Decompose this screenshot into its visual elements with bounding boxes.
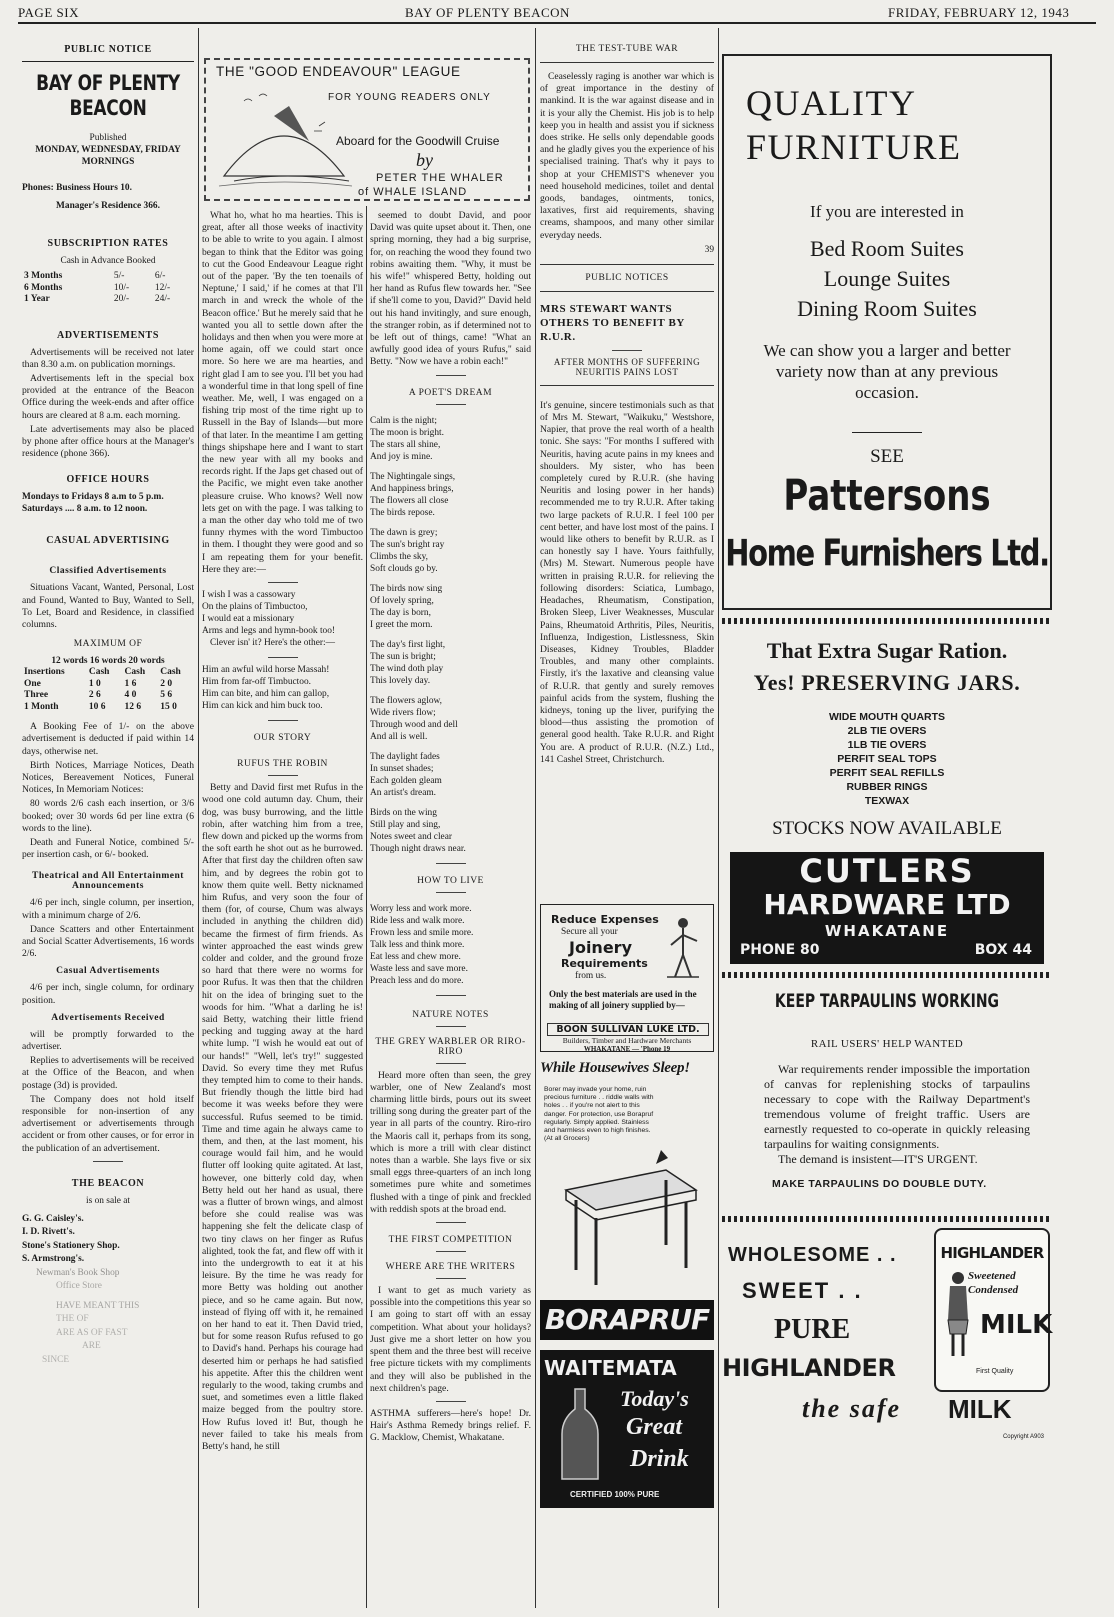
test-tube-heading: THE TEST-TUBE WAR [575, 44, 679, 54]
milk-brand: HIGHLANDER [722, 1354, 896, 1382]
casual-rates-table [22, 667, 194, 713]
column-league-text-cont [370, 210, 531, 1608]
list-item: THE OF [56, 1314, 89, 1325]
col-header: Insertions [24, 667, 65, 678]
rhyme-horse [202, 664, 363, 712]
milk-advert [722, 1228, 1052, 1468]
how-to-live-list [370, 903, 531, 987]
joinery-phone: WHAKATANE — 'Phone 19 [583, 1045, 671, 1053]
col-header: Cash [124, 667, 146, 678]
list-item: I. D. Rivett's. [22, 1227, 75, 1238]
insertions: One [24, 678, 41, 689]
insertions: 1 Month [24, 701, 59, 712]
poem-line: The wind doth play [370, 663, 444, 674]
competition-title: WHERE ARE THE WRITERS [385, 1262, 516, 1273]
casual2-rate: 4/6 per inch, single column, for ordinary position. [22, 982, 194, 1006]
casual-advertising-heading: CASUAL ADVERTISING [46, 535, 170, 547]
cutlers-name: CUTLERS [799, 852, 975, 890]
nature-notes-heading: NATURE NOTES [412, 1009, 489, 1020]
list-item: Eat less and chew more. [370, 951, 461, 962]
divider [722, 1216, 1052, 1222]
bottle-icon [550, 1384, 610, 1484]
joinery-text: Only the best materials are used in the making of all joinery supplied by— [549, 989, 697, 1010]
poem-line: Still play and sing, [370, 819, 441, 830]
milk-pure: PURE [774, 1314, 851, 1345]
column-league-text [202, 210, 363, 1608]
poem-line: The birds now sing [370, 583, 443, 594]
divider [540, 291, 714, 292]
list-item: Ride less and walk more. [370, 915, 465, 926]
sellers-list [22, 1213, 194, 1368]
divider [852, 432, 922, 433]
list-item: Newman's Book Shop [36, 1267, 120, 1278]
list-item: 2LB TIE OVERS [847, 725, 927, 737]
poem-stanza [370, 695, 531, 743]
furniture-interest: If you are interested in [810, 202, 964, 221]
divider [612, 350, 642, 351]
asthma-notice: ASTHMA sufferers—here's hope! Dr. Hair's Asthma Remedy brings relief. F. G. Macklow, Chemist, Whakatane. [370, 1407, 531, 1444]
divider [93, 1161, 123, 1162]
rhyme-line: Him can bite, and him can gallop, [202, 689, 330, 700]
waitemata-drink: Drink [630, 1446, 689, 1472]
divider [722, 618, 1052, 624]
adv-late: Late advertisements may also be placed by phone after office hours at the Manager's residence (phone 366). [22, 423, 194, 460]
divider [22, 61, 194, 62]
tarpaulin-headline: KEEP TARPAULINS WORKING [774, 991, 1000, 1013]
list-item: Worry less and work more. [370, 903, 472, 914]
poem-line: Soft clouds go by. [370, 563, 438, 574]
list-item: G. G. Caisley's. [22, 1213, 84, 1224]
rate: 10 6 [88, 701, 106, 712]
rate: 12 6 [124, 701, 142, 712]
poem-stanza [370, 471, 531, 519]
borapruf-headline: While Housewives Sleep! [540, 1060, 690, 1076]
period: 3 Months [24, 271, 63, 281]
waitemata-advert [540, 1350, 714, 1508]
waitemata-brand: WAITEMATA [544, 1356, 677, 1380]
rhyme-line: On the plains of Timbuctoo, [202, 602, 308, 613]
rate: 4 0 [124, 690, 137, 701]
column-rule [535, 28, 536, 1608]
poem-line: The day is born, [370, 607, 431, 618]
column-rule [198, 28, 199, 1608]
poem-line: This lovely day. [370, 675, 431, 686]
divider [436, 1251, 466, 1252]
list-item: Frown less and smile more. [370, 927, 474, 938]
cash-rate: 20/- [113, 294, 130, 304]
list-item: HAVE MEANT THIS [56, 1300, 140, 1311]
joinery-from: from us. [575, 971, 607, 981]
waitemata-great: Great [626, 1414, 682, 1440]
beacon-heading: THE BEACON [71, 1177, 145, 1189]
received-text: will be promptly forwarded to the advertiser. [22, 1028, 194, 1052]
divider [268, 775, 298, 776]
booked-rate: 24/- [154, 294, 171, 304]
list-item: WIDE MOUTH QUARTS [828, 711, 946, 723]
cutlers-stocks: STOCKS NOW AVAILABLE [772, 818, 1002, 839]
joinery-line: Secure all your [561, 927, 618, 937]
cash-rate: 10/- [113, 282, 130, 293]
table-row [22, 294, 194, 306]
poem-stanza [370, 751, 531, 799]
can-condensed: Condensed [968, 1284, 1019, 1296]
theatre-rate: 4/6 per inch, single column, per insertion, with a minimum charge of 2/6. [22, 897, 194, 921]
borapruf-text: Borer may invade your home, ruin precious furniture . . riddle walls with holes . . if you're not alert to this danger. For protection, use Borapruf regularly. Simply applied. Stainless and harmless even to high finishes. (At all Grocers) [544, 1086, 654, 1143]
column-rule [718, 28, 719, 1608]
how-to-live-heading: HOW TO LIVE [417, 875, 484, 886]
poem-line: And happiness brings, [370, 483, 454, 494]
banner-title: THE "GOOD ENDEAVOUR" LEAGUE [216, 64, 461, 79]
divider [436, 1278, 466, 1279]
insertions: Three [24, 690, 49, 701]
rhyme-line: I would eat a missionary [202, 614, 295, 625]
nature-notes-text: Heard more often than seen, the grey warbler, one of New Zealand's most charming little birds, pours out its sweet trilling song during the greater part of the year in all parts of the country. Riro-riro the Maoris call it, perhaps from its song, which is more a trill with clear distinct notes than a warble. She lays five or six small eggs three-quarters of an inch long sometimes pure white and sometimes flushed with a tinge of pink and freckled with reddish spots at the broad end. [370, 1069, 531, 1215]
joinery-advert [540, 904, 714, 1052]
poem-line: The flowers all close [370, 495, 449, 506]
banner-author-place: of WHALE ISLAND [358, 186, 468, 198]
divider [540, 385, 714, 386]
rhyme-line: Him can kick and him buck too. [202, 701, 323, 712]
death-notice: Death and Funeral Notice, combined 5/- per insertion cash, or 6/- booked. [22, 836, 194, 861]
can-brand: HIGHLANDER [940, 1244, 1044, 1262]
furniture-text: We can show you a larger and better variety now than at any previous occasion. [763, 341, 1011, 402]
ship-illustration [214, 86, 354, 196]
cutlers-hardware: HARDWARE LTD [763, 888, 1011, 921]
booked-rate: 6/- [154, 271, 166, 281]
list-item: SINCE [42, 1354, 70, 1365]
subscription-table [22, 271, 194, 306]
rate: 2 0 [160, 678, 173, 689]
divider [436, 1026, 466, 1027]
table-row [22, 283, 194, 295]
table-row [22, 667, 194, 679]
furniture-see: SEE [870, 446, 904, 467]
rhyme-line: Clever isn' it? Here's the other:— [210, 638, 335, 649]
cutlers-items [722, 710, 1052, 808]
joinery-word: Joinery [569, 938, 632, 957]
divider [436, 995, 466, 996]
poem-line: An artist's dream. [370, 787, 436, 798]
cutlers-jars: Yes! PRESERVING JARS. [753, 670, 1021, 695]
poem-line: Calm is the night; [370, 415, 437, 426]
poem-line: Each golden gleam [370, 775, 442, 786]
waitemata-cert: CERTIFIED 100% PURE [570, 1490, 660, 1499]
can-milk: MILK [980, 1310, 1053, 1340]
tarpaulin-subheadline: RAIL USERS' HELP WANTED [810, 1038, 964, 1050]
birth-notices: Birth Notices, Marriage Notices, Death Notices, Bereavement Notices, Funeral Notices, In Memoriam Notices: [22, 759, 194, 796]
phone-business: Phones: Business Hours 10. [22, 183, 132, 193]
replies-text: Replies to advertisements will be received at the Office of the Beacon, and when postage (3d) is provided. [22, 1055, 194, 1091]
banner-subtitle: FOR YOUNG READERS ONLY [328, 92, 491, 103]
divider [436, 1063, 466, 1064]
poem-line: The moon is bright. [370, 427, 444, 438]
rate: 1 0 [88, 678, 101, 689]
list-item: ARE AS OF FAST [56, 1327, 128, 1338]
poem-stanza [370, 583, 531, 631]
advertisements-heading: ADVERTISEMENTS [57, 329, 159, 341]
divider [268, 657, 298, 658]
poem-heading: A POET'S DREAM [408, 387, 493, 398]
table-row [22, 690, 194, 702]
rate: 2 6 [88, 690, 101, 701]
divider [540, 264, 714, 265]
masthead-rule [18, 22, 1096, 24]
advert-number: 39 [704, 244, 714, 255]
maximum-heading: MAXIMUM OF [73, 639, 143, 650]
competition-text: I want to get as much variety as possible into the competitions this year so I am going to start off with an essay competition. What about your holidays? Just give me a short letter on how you spent them and the three best will receive free picture tickets with my compliments and they will also be published in the next children's page. [370, 1285, 531, 1394]
tarpaulin-double-duty: MAKE TARPAULINS DO DOUBLE DUTY. [772, 1178, 987, 1190]
furniture-bedroom: Bed Room Suites [809, 236, 964, 261]
issue-date: FRIDAY, FEBRUARY 12, 1943 [888, 5, 1070, 20]
banner-author: PETER THE WHALER [376, 172, 504, 184]
poem-line: The day's first light, [370, 639, 446, 650]
joinery-headline: Reduce Expenses [551, 913, 659, 926]
office-hours-heading: OFFICE HOURS [66, 474, 150, 486]
table-row [22, 679, 194, 691]
divider [268, 720, 298, 721]
stewart-subheadline: AFTER MONTHS OF SUFFERING NEURITIS PAINS LOST [553, 356, 701, 377]
period: 1 Year [24, 294, 50, 304]
page-number: PAGE SIX [18, 5, 79, 20]
poem-line: The sun is bright; [370, 651, 436, 662]
list-item: TEXWAX [864, 795, 910, 807]
milk-word: MILK [948, 1394, 1012, 1424]
list-item: Office Store [56, 1281, 102, 1292]
column-rule [366, 206, 367, 1608]
list-item: 1LB TIE OVERS [847, 739, 927, 751]
rhyme-line: Him an awful wild horse Massah! [202, 665, 330, 676]
poem-line: The Nightingale sings, [370, 471, 456, 482]
cutlers-logo [730, 852, 1044, 964]
milk-wholesome: WHOLESOME . . [728, 1244, 897, 1266]
furniture-title-1: QUALITY [746, 83, 917, 123]
tarpaulin-text: War requirements render impossible the importation of canvas for replenishing stocks of tarpaulins necessary to cope with the Railway Department's tremendous volume of freight traffic. Users are earnestly requested to co-operate in quickly releasing tarpaulins for waiting consignments. [764, 1062, 1030, 1151]
poem-line: And all is well. [370, 731, 428, 742]
test-tube-text: Ceaselessly raging is another war which is of great importance in the destiny of mankind. It is the war against disease and in it is your ally the Chemist. His job is to help keep you in health and assist you if sickness does strike. He sells only dependable goods and he gladly gives you the experience of his specialised training. That's why it pays to shop at your CHEMIST'S whenever you need household medicines, toilet and dental goods, bandages, ointments, tonics, laxatives, first aid requirements, shaving creams, shampoos, and many other similar everyday needs. [540, 71, 714, 241]
classified-heading: Classified Advertisements [49, 566, 167, 577]
article-intro: What ho, what ho ma hearties. This is great, after all those weeks of inactivity to be able to write to you again. I almost began to think that the Editor was going to cut the Good Endeavour League right out of the paper. 'By the ten toenails of Neptune,' I said,' if he comes at that I'll march in and wreck the whole of the Beacon office.' But he merely said that he wanted you all to settle down after the holidays and then when you were more at home again, off we could start once more. So here we are ma hearties, and right glad I am to see you. I'll bet you had a wonderful time in that long spell of fine weather. Me, well, I was engaged on a fishing trip most of the time right up to Russell in the Bay of Islands—but more of that later. In the meantime I am getting things shipshape here and I want to start the new year with all my books and records right. If the Japs get chased out of the Pacific, we might even take another pleasure cruise. Who knows? Well now lets get on with the page. I was talking to a man the other day who told me of two funny rhymes with the word Timbuctoo in them. I thought they were good and so I am repeating them for your benefit. Here they are:— [202, 210, 363, 575]
classified-text: Situations Vacant, Wanted, Personal, Lost and Found, Wanted to Buy, Wanted to Sell, To Let, Board and Residence, in classified columns. [22, 582, 194, 630]
poem-stanza [370, 807, 531, 855]
borapruf-advert [540, 1060, 714, 1340]
furniture-advert [722, 54, 1052, 610]
column-notices [540, 40, 714, 900]
league-banner [204, 58, 530, 201]
divider [436, 1222, 466, 1223]
poem-line: In sunset shades; [370, 763, 434, 774]
poem-line: Climbs the sky, [370, 551, 428, 562]
divider [436, 375, 466, 376]
list-item: Talk less and think more. [370, 939, 465, 950]
stewart-headline: MRS STEWART WANTS OTHERS TO BENEFIT BY R.U.R. [540, 302, 685, 343]
list-item: Preach less and do more. [370, 975, 464, 986]
poem-stanza [370, 639, 531, 687]
poem-line: And joy is mine. [370, 451, 433, 462]
furniture-dining: Dining Room Suites [797, 296, 977, 321]
joinery-requirements: Requirements [561, 957, 648, 970]
can-sweetened: Sweetened [968, 1270, 1016, 1282]
carpenter-icon [663, 915, 703, 985]
rhyme-cassowary [202, 589, 363, 649]
list-item: PERFIT SEAL REFILLS [829, 767, 945, 779]
public-notices-heading: PUBLIC NOTICES [585, 272, 669, 283]
poem-line: The birds repose. [370, 507, 435, 518]
public-notice-heading: PUBLIC NOTICE [64, 44, 152, 55]
rate: 15 0 [160, 701, 177, 712]
list-item: ARE [82, 1341, 101, 1352]
banner-aboard: Aboard for the Goodwill Cruise [336, 134, 500, 148]
list-item: Stone's Stationery Shop. [22, 1240, 120, 1251]
nature-notes-title: THE GREY WARBLER OR RIRO-RIRO [375, 1036, 526, 1057]
story-text: Betty and David first met Rufus in the wood one cold autumn day. Chum, their dog, was busy burrowing, and the little robin, after watching him from a tree, flew down and picked up the worms from the soft earth he shot out as he burrowed. After that first day the children often saw him, and by degrees the robin got to know them quite well. Betty nicknamed him Rufus, and very soon the four of them (for, of course, Chum was always included in anything the children did) became the firmest of firm friends. As winter approached the east winds grew colder and colder, and the ground froze so hard that there were no worms for poor Rufus. It was then that the children hit on the idea of bringing suet to the woods for him. "What a darling he is! said Betty, watching their little friend pecking and tugging away at the hard white lump. "I wish he would eat out of our hands!" "Well, let's try!" suggested David. So every time they met Rufus they tempted him to come to their hands. But friendly though the little bird had become it was weeks before they were successful. Rufus seemed to be timid. Time and time again he always came to them, and then, at the last moment, his courage would fail him, and he would flutter off looking quite agitated. At last, however, one bitterly cold day, when Betty held out her hand as usual, there was a flutter of brown wings, and almost before she could realise was was happening she felt the delicate clasp of two tiny claws on her finger as Rufus alighted, took the fat, and flew off with it into the undergrowth to eat it at his leisure. By the time he was ready for more Betty was holding out another piece, and so he came again. But now, instead of flying off with it, he remained on her hand to eat it. Then David tried, but for some reason Rufus refused to go to David's hand. Perhaps his courage had deserted him or perhaps he had satisfied his appetite. After this the children went regularly to the wood, taking crumbs and suet, and sometimes even a little flaked maize begged from the poultry store. How Rufus loved it! But, though he never failed to take his meals from Betty's hand, he still [202, 782, 363, 1453]
rate: 1 6 [124, 678, 137, 689]
furniture-store-name-2: Home Furnishers Ltd. [725, 531, 1049, 575]
col-header: Cash [88, 667, 110, 678]
competition-heading: THE FIRST COMPETITION [388, 1235, 513, 1246]
paper-name: BAY OF PLENTY BEACON [405, 5, 570, 20]
subscription-columns: Cash in Advance Booked [60, 256, 156, 266]
casual2-heading: Casual Advertisements [56, 966, 160, 977]
received-heading: Advertisements Received [51, 1012, 165, 1023]
story-title: RUFUS THE ROBIN [237, 759, 328, 770]
publishing-days: MONDAY, WEDNESDAY, FRIDAY MORNINGS [35, 145, 181, 167]
poem-line: Though night draws near. [370, 843, 466, 854]
birth-rate: 80 words 2/6 cash each insertion, or 3/6 booked; over 30 words 6d per line extra (6 words to the line). [22, 798, 194, 834]
poem [370, 415, 531, 855]
story-continued: seemed to doubt David, and poor David was quite upset about it. Then, one spring morning, they had a big surprise, for, on reaching the wood they found two robins awaiting them. "Why, it must be his wife!" whispered Betty, holding out her hand as Rufus flew towards her. "See if she'll come to you, David?" David held out his hand invitingly, and sure enough, the stranger robin, as if determined not to be left out of things, came! "What an awfully good idea of yours Rufus," said Betty. "Now we have a robin each!" [370, 210, 531, 368]
cash-rate: 5/- [113, 271, 125, 281]
poem-line: The daylight fades [370, 751, 440, 762]
office-saturday: Saturdays .... 8 a.m. to 12 noon. [22, 504, 148, 515]
divider [436, 863, 466, 864]
joinery-company: BOON SULLIVAN LUKE LTD. [547, 1023, 709, 1036]
poem-line: Through wood and dell [370, 719, 458, 730]
booking-fee: A Booking Fee of 1/- on the above advertisement is deducted if paid within 14 days, otherwise net. [22, 721, 194, 757]
dance-rate: Dance Scatters and other Entertainment and Social Scatter Advertisements, 16 words 2/6. [22, 923, 194, 960]
borapruf-brand: BORAPRUF [540, 1300, 714, 1340]
poem-line: Birds on the wing [370, 807, 437, 818]
poem-line: The dawn is grey; [370, 527, 438, 538]
rhyme-line: Him from far-off Timbuctoo. [202, 677, 312, 688]
maximum-columns: 12 words 16 words 20 words [51, 656, 165, 667]
rhyme-line: I wish I was a cassowary [202, 590, 296, 601]
cutlers-headline: That Extra Sugar Ration. [766, 638, 1008, 663]
period: 6 Months [24, 282, 63, 293]
published-label: Published [89, 133, 127, 143]
story-heading: OUR STORY [253, 733, 312, 744]
furniture-store-name: Pattersons [783, 471, 991, 521]
divider [268, 582, 298, 583]
joinery-role: Builders, Timber and Hardware Merchants [562, 1036, 692, 1045]
adv-box: Advertisements left in the special box provided at the entrance of the Beacon Office during the week-ends and after office hours are cleared at 8 a.m. each morning. [22, 372, 194, 421]
poem-line: The stars all shine, [370, 439, 441, 450]
list-item: S. Armstrong's. [22, 1254, 85, 1265]
column-publisher-info [22, 40, 194, 1608]
cutlers-box: BOX 44 [974, 942, 1032, 958]
col-header: Cash [160, 667, 181, 678]
poem-line: Notes sweet and clear [370, 831, 452, 842]
poem-line: The sun's bright ray [370, 539, 445, 550]
divider [436, 1401, 466, 1402]
booked-rate: 12/- [154, 282, 171, 293]
cutlers-phone: PHONE 80 [740, 942, 820, 958]
tarpaulin-urgent: The demand is insistent—IT'S URGENT. [778, 1152, 978, 1166]
responsibility-text: The Company does not hold itself responsible for non-insertion of any advertisement or advertisements through accident or from other causes, or for error in the publication of an advertisement. [22, 1093, 194, 1154]
on-sale-label: is on sale at [85, 1195, 130, 1206]
milk-can-icon [934, 1228, 1053, 1392]
list-item: Waste less and save more. [370, 963, 468, 974]
poem-line: The flowers aglow, [370, 695, 443, 706]
milk-copyright: Copyright A903 [1002, 1434, 1044, 1440]
waitemata-todays: Today's [620, 1386, 689, 1411]
poem-line: Wide rivers flow; [370, 707, 436, 718]
rate: 5 6 [160, 690, 173, 701]
poem-stanza [370, 415, 531, 463]
banner-by: by [416, 150, 433, 170]
table-row [22, 271, 194, 283]
poem-line: Of lovely spring, [370, 595, 434, 606]
tarpaulin-advert [722, 980, 1052, 1212]
divider [436, 892, 466, 893]
list-item: RUBBER RINGS [846, 781, 928, 793]
paper-title: BAY OF PLENTY BEACON [36, 71, 180, 121]
stewart-testimonial: It's genuine, sincere testimonials such as that of Mrs M. Stewart, "Waikuku," Westshore, Napier, that prove the real worth of a health tonic. She says: "For months I suffered with Neuritis, having acute pains in my knees and shoulders. My sister, who has been completely cured by R.U.R. (she having Neuritis and losing power in her hands) recommended me to try R.U.R. After taking two large packets of R.U.R. I feel 100 per cent better, and have lost most of the pains. I would like others to benefit by R.U.R. as I can honestly say I have. Yours faithfully, (Mrs) M. Stewart. Numerous people have written in praising R.U.R. for relieving the following disorders: Sciatica, Lumbago, Headaches, Rheumatism, Constipation, Broken Sleep, Liver Weaknesses, Muscular Pains, Rheumatoid Arthritis, Piles, Neuritis, Influenza, Indigestion, Listlessness, Skin Diseases, Kidney Troubles, Bladder Troubles, and many other complaints. Firstly, it's the laxative and cleansing value of R.U.R. that gently and surely removes painful acids from the system, flushing the kidneys, toning up the liver, purifying the blood—thus assisting the promotion of general good health. Take R.U.R. and Right You are. A product of R.U.R. (N.Z.) Ltd., 141 Cashel Street, Christchurch. [540, 399, 714, 765]
cutlers-town: WHAKATANE [824, 922, 950, 940]
furniture-lounge: Lounge Suites [823, 266, 951, 291]
table-illustration [556, 1150, 706, 1290]
poem-stanza [370, 527, 531, 575]
subscription-heading: SUBSCRIPTION RATES [47, 238, 169, 249]
phone-residence: Manager's Residence 366. [56, 201, 160, 211]
office-weekday: Mondays to Fridays 8 a.m to 5 p.m. [22, 492, 164, 503]
rhyme-line: Arms and legs and hymn-book too! [202, 626, 336, 637]
table-row [22, 702, 194, 714]
milk-the-safe: the safe [802, 1394, 902, 1423]
furniture-title-2: FURNITURE [746, 127, 962, 167]
list-item: PERFIT SEAL TOPS [837, 753, 937, 765]
theatre-heading: Theatrical and All Entertainment Announcements [32, 871, 184, 892]
milk-sweet: SWEET . . [742, 1278, 863, 1303]
poem-line: I greet the morn. [370, 619, 433, 630]
divider [436, 404, 466, 405]
divider [540, 62, 714, 63]
adv-deadline: Advertisements will be received not later than 8.30 a.m. on publication mornings. [22, 346, 194, 370]
divider [722, 972, 1052, 978]
can-quality: First Quality [976, 1368, 1014, 1375]
highlander-icon [942, 1270, 974, 1360]
